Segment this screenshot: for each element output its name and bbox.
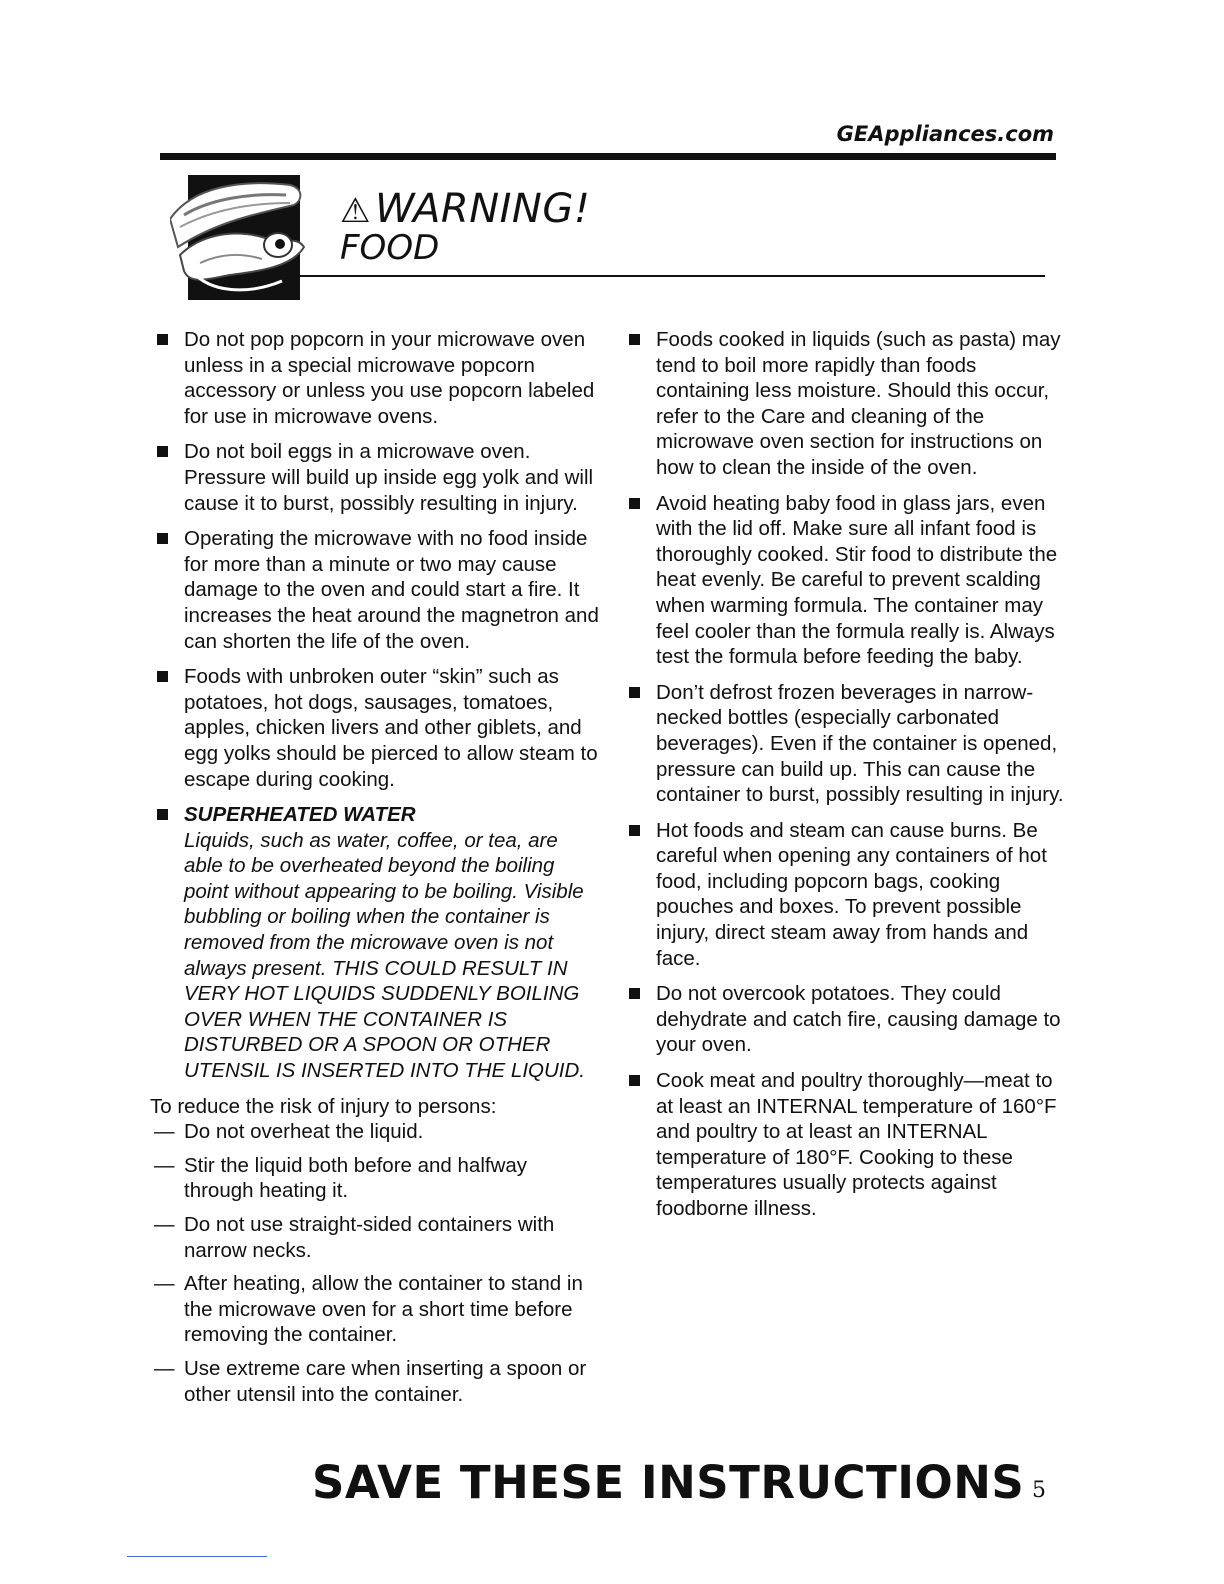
bullet-square-icon (629, 334, 640, 345)
list-item-text: Do not pop popcorn in your microwave oven unless in a special microwave popcorn accessory or unless you use popcorn labeled for use in microwave ovens. (184, 328, 595, 428)
bullet-square-icon (629, 825, 640, 836)
top-rule (160, 153, 1056, 160)
dash-marker: — (154, 1120, 175, 1144)
food-illustration (170, 175, 305, 300)
bullet-square-icon (157, 809, 168, 820)
left-column (150, 327, 600, 1415)
dash-marker: — (154, 1153, 175, 1177)
right-bullet-list (622, 327, 1070, 1222)
list-item (622, 491, 1070, 670)
bullet-square-icon (157, 334, 168, 345)
list-item (622, 327, 1070, 481)
superheated-water-item (150, 802, 600, 1084)
dash-item-text: Do not use straight-sided containers with narrow necks. (184, 1213, 555, 1262)
save-instructions-title: SAVE THESE INSTRUCTIONS (312, 1456, 1025, 1509)
list-item-text: Hot foods and steam can cause burns. Be careful when opening any containers of hot food, including popcorn bags, cooking pouches and boxes. To prevent possible injury, direct steam away from hands and face. (656, 818, 1047, 970)
dash-item (150, 1356, 600, 1407)
list-item-text: Do not boil eggs in a microwave oven. Pressure will build up inside egg yolk and will cause it to burst, possibly resulting in injury. (184, 440, 594, 515)
site-url: GEAppliances.com (836, 122, 1054, 146)
dash-item-text: After heating, allow the container to stand in the microwave oven for a short time before removing the container. (184, 1272, 583, 1347)
food-illustration-graphic (170, 175, 305, 300)
left-bullet-list (150, 327, 600, 1084)
dash-marker: — (154, 1356, 175, 1380)
list-item (150, 526, 600, 654)
list-item-text: Foods cooked in liquids (such as pasta) may tend to boil more rapidly than foods containing less moisture. Should this occur, refer to the Care and cleaning of the microwave oven section for instructions on how to clean the inside of the oven. (656, 328, 1061, 479)
list-item-text: Don’t defrost frozen beverages in narrow-necked bottles (especially carbonated beverages). Even if the container is opened, pressure can build up. This can cause the container to burst, possibly resulting in injury. (656, 680, 1064, 807)
dash-item (150, 1271, 600, 1348)
dash-item (150, 1212, 600, 1263)
warning-title-text: WARNING! (374, 186, 591, 232)
list-item (150, 439, 600, 516)
page-number: 5 (1032, 1478, 1046, 1503)
superheated-body: Liquids, such as water, coffee, or tea, are able to be overheated beyond the boiling point without appearing to be boiling. Visible bubbling or boiling when the container is removed from the microwave oven is not always present. THIS COULD RESULT IN VERY HOT LIQUIDS SUDDENLY BOILING OVER WHEN THE CONTAINER IS DISTURBED OR A SPOON OR OTHER UTENSIL IS INSERTED INTO THE LIQUID. (184, 828, 585, 1083)
bullet-square-icon (629, 498, 640, 509)
section-title: FOOD (340, 228, 440, 268)
bullet-square-icon (157, 533, 168, 544)
list-item (622, 981, 1070, 1058)
dash-item (150, 1119, 600, 1145)
right-column (622, 327, 1070, 1232)
warning-title (340, 186, 590, 232)
dash-item (150, 1153, 600, 1204)
dash-marker: — (154, 1272, 175, 1296)
dash-list (150, 1119, 600, 1407)
superheated-heading: SUPERHEATED WATER (184, 803, 416, 827)
list-item (150, 327, 600, 429)
bullet-square-icon (629, 1075, 640, 1086)
bullet-square-icon (157, 446, 168, 457)
dash-item-text: Use extreme care when inserting a spoon or other utensil into the container. (184, 1356, 587, 1406)
list-item-text: Do not overcook potatoes. They could dehydrate and catch fire, causing damage to your oven. (656, 982, 1061, 1057)
list-item (622, 818, 1070, 972)
list-item (622, 1068, 1070, 1222)
reduce-risk-intro: To reduce the risk of injury to persons: (150, 1094, 497, 1118)
dash-item-text: Do not overheat the liquid. (184, 1120, 424, 1144)
header-rule (300, 275, 1045, 277)
list-item-text: Foods with unbroken outer “skin” such as potatoes, hot dogs, sausages, tomatoes, apples, chicken livers and other giblets, and egg yolks should be pierced to allow steam to escape during cooking. (184, 665, 598, 791)
warning-triangle-icon: ⚠ (340, 191, 371, 231)
list-item-text: Avoid heating baby food in glass jars, even with the lid off. Make sure all infant food is thoroughly cooked. Stir food to distribute the heat evenly. Be careful to prevent scalding when warming formula. The container may feel cooler than the formula really is. Always test the formula before feeding the baby. (656, 491, 1058, 669)
list-item (150, 664, 600, 792)
bullet-square-icon (629, 687, 640, 698)
dash-marker: — (154, 1213, 175, 1236)
bottom-rule (127, 1556, 267, 1557)
bullet-square-icon (157, 671, 168, 682)
dash-item-text: Stir the liquid both before and halfway through heating it. (184, 1153, 528, 1203)
list-item-text: Operating the microwave with no food inside for more than a minute or two may cause damage to the oven and could start a fire. It increases the heat around the magnetron and can shorten the life of the oven. (184, 527, 599, 653)
bullet-square-icon (629, 988, 640, 999)
list-item (622, 680, 1070, 808)
list-item-text: Cook meat and poultry thoroughly—meat to at least an INTERNAL temperature of 160°F and poultry to at least an INTERNAL temperature of 180°F. Cooking to these temperatures usually protects against foodborne illness. (656, 1069, 1057, 1220)
